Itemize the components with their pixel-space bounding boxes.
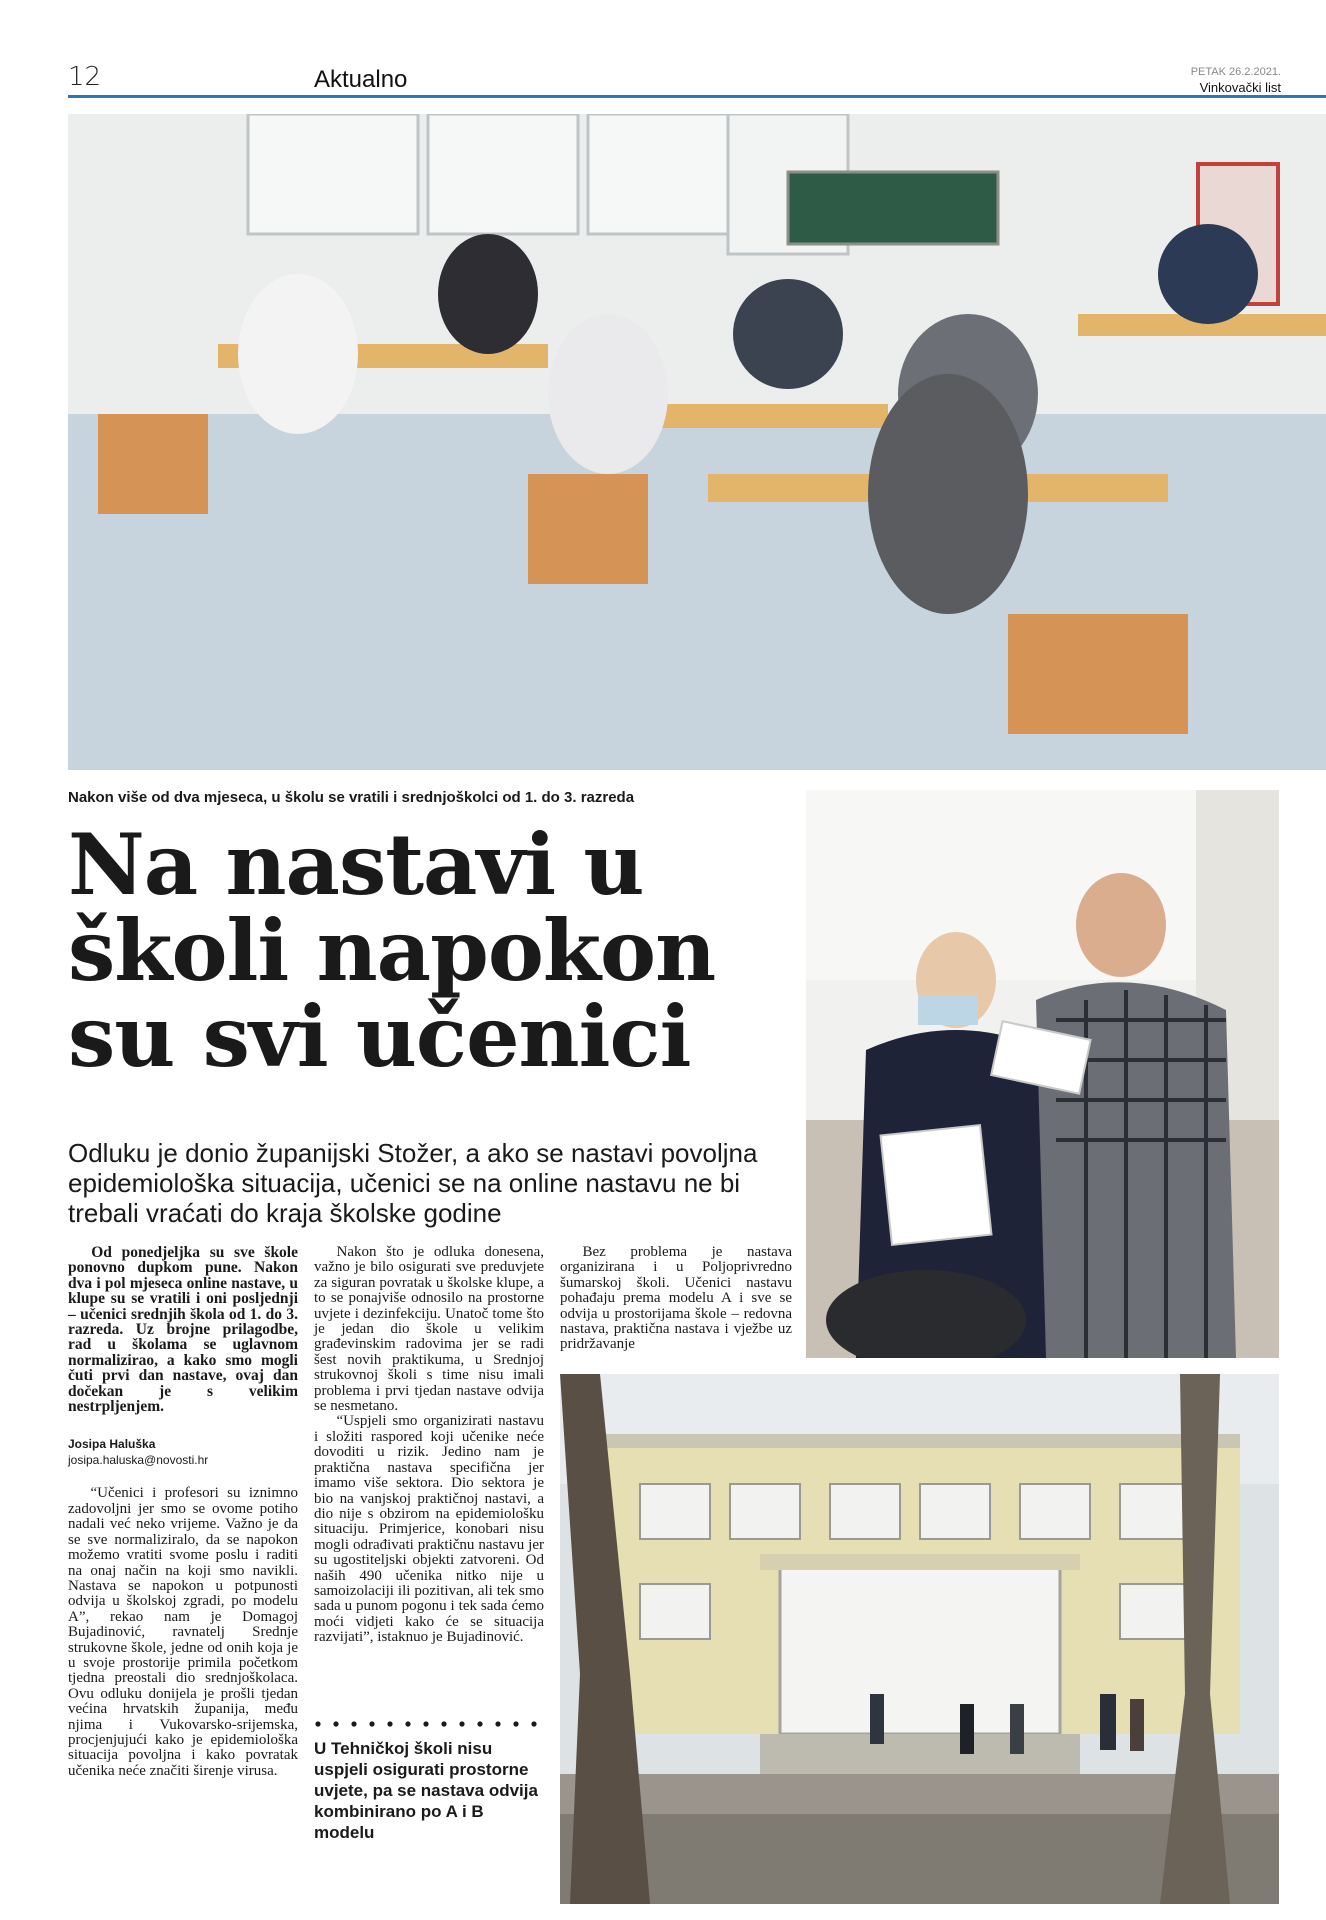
school-building-illustration bbox=[560, 1374, 1279, 1904]
classroom-photo bbox=[68, 114, 1326, 770]
publication-name: Vinkovački list bbox=[1199, 80, 1281, 95]
publication-date: PETAK 26.2.2021. bbox=[1190, 66, 1281, 78]
subheadline: Odluku je donio županijski Stožer, a ako se nastavi povoljna epidemiološka situacija, učenici se na online nastavu ne bi trebali vraćati do kraja školske godine bbox=[68, 1138, 758, 1228]
article-paragraph: “Učenici i profesori su iznimno zadovoljni jer smo se ovome potiho nadali već neko vrijeme. Važno je da se sve normaliziralo, da se napokon možemo vratiti svome poslu i raditi na onaj način na koji smo navikli. Nastava se napokon u potpunosti odvija u školskoj zgradi, po modelu A”, rekao nam je Domagoj Bujadinović, ravnatelj Srednje strukovne škole, jedne od onih koja je u svoje prostorije primila početkom tjedna preostali dio srednjoškolaca. Ovu odluku donijela je prošli tjedan većina hrvatskih županija, među njima i Vukovarsko-srijemska, procjenjujući kako je epidemiološka situacija povoljna i kako povratak učenika neće značiti širenje virusa. bbox=[68, 1485, 298, 1779]
headline-line: su svi učenici bbox=[68, 987, 691, 1086]
dotted-separator bbox=[314, 1720, 546, 1728]
headline-line: školi napokon bbox=[68, 901, 716, 1000]
headline-line: Na nastavi u bbox=[68, 815, 644, 914]
classroom-illustration bbox=[68, 114, 1326, 770]
page-number: 12 bbox=[68, 62, 102, 92]
article-lead: Od ponedjeljka su sve škole ponovno dupkom pune. Nakon dva i pol mjeseca online nastave, u klupe su se vratili i oni posljednji – učenici srednjih škola od 1. do 3. razreda. Uz brojne prilagodbe, rad u školama se uglavnom normalizirao, a kako smo mogli čuti prvi dan nastave, ovaj dan dočekan je s velikim nestrpljenjem. bbox=[68, 1244, 298, 1416]
article-paragraph: Bez problema je nastava organizirana i u Poljoprivredno šumarskoj školi. Učenici nastavu pohađaju prema modelu A i sve se odvija u prostorijama škole – redovna nastava, praktična nastava i vježbe uz pridržavanje bbox=[560, 1244, 792, 1353]
article-paragraph: “Uspjeli smo organizirati nastavu i složiti raspored koji učenike neće dovoditi u rizik. Jedino nam je praktična nastava specifična jer imamo više sektora. Dio sektora je bio na vanjskoj praktičnoj nastavi, a dio nije s obzirom na epidemiološku situaciju. Primjerice, konobari nisu mogli odrađivati praktičnu nastavu jer su ugostiteljski objekti zatvoreni. Od naših 490 učenika nitko nije u samoizolaciji ili pozitivan, ali tek smo sada u punom pogonu i tek sada ćemo moći vidjeti kako će se situacija razvijati”, istaknuo je Bujadinović. bbox=[314, 1413, 544, 1646]
teacher-student-photo bbox=[806, 790, 1279, 1358]
photo-caption-kicker: Nakon više od dva mjeseca, u školu se vratili i srednjoškolci od 1. do 3. razreda bbox=[68, 789, 635, 806]
article-column-3 bbox=[560, 1245, 792, 1353]
article-column-1 bbox=[68, 1245, 298, 1779]
article-column-2 bbox=[314, 1245, 544, 1646]
dotted-separator-graphic bbox=[314, 1720, 546, 1728]
author-email: josipa.haluska@novosti.hr bbox=[68, 1453, 209, 1468]
teacher-student-illustration bbox=[806, 790, 1279, 1358]
author-name: Josipa Haluška bbox=[68, 1437, 156, 1452]
school-building-photo bbox=[560, 1374, 1279, 1904]
header-rule bbox=[68, 95, 1326, 98]
article-subhead: U Tehničkoj školi nisu uspjeli osigurati prostorne uvjete, pa se nastava odvija kombinirano po A i B modelu bbox=[314, 1739, 538, 1842]
section-label: Aktualno bbox=[314, 66, 408, 93]
article-paragraph: Nakon što je odluka donesena, važno je bilo osigurati sve preduvjete za siguran povratak u školske klupe, a to se ponajviše odnosilo na prostorne uvjete i dezinfekciju. Unatoč tome što je jedan dio škole u velikim građevinskim radovima jer se radi šest novih praktikuma, u Srednjoj strukovnoj školi s time nisu imali problema i prvi tjedan nastave odvija se nesmetano. bbox=[314, 1244, 544, 1415]
headline bbox=[68, 815, 788, 1086]
